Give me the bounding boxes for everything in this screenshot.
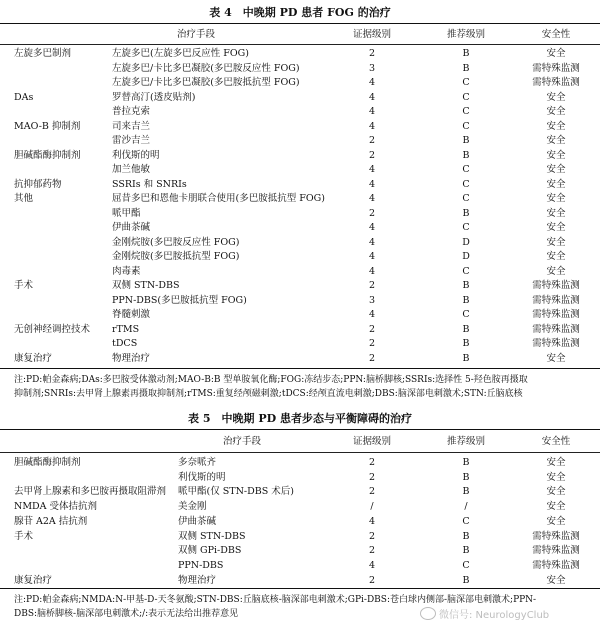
evidence-cell: 4 — [368, 106, 376, 117]
safety-cell: 安全 — [546, 178, 566, 190]
group-cell: 胆碱酯酶抑制剂 — [14, 149, 81, 161]
group-cell: 康复治疗 — [14, 352, 53, 364]
evidence-cell: 2 — [368, 471, 376, 483]
group-cell: 胆碱酯酶抑制剂 — [14, 457, 81, 468]
safety-cell: 安全 — [546, 486, 566, 498]
method-cell: 双侧 GPi-DBS — [178, 545, 242, 557]
method-header: 治疗手段 — [222, 436, 262, 447]
group-cell: 康复治疗 — [14, 574, 53, 586]
grade-cell: B — [462, 574, 470, 586]
evidence-cell: 2 — [368, 280, 376, 291]
method-cell: 普拉克索 — [112, 106, 151, 117]
evidence-cell: 3 — [368, 294, 376, 306]
safety-cell: 安全 — [546, 457, 566, 468]
method-cell: 左旋多巴/卡比多巴凝胶(多巴胺抵抗型 FOG) — [112, 77, 300, 88]
evidence-cell: 4 — [368, 164, 376, 175]
grade-header: 推荐级别 — [446, 436, 486, 447]
safety-cell: 安全 — [546, 207, 566, 219]
method-cell: 伊曲茶碱 — [112, 222, 151, 233]
safety-cell: 安全 — [546, 106, 566, 117]
method-cell: SSRIs 和 SNRIs — [112, 178, 187, 190]
evidence-cell: 4 — [368, 236, 376, 248]
grade-cell: / — [464, 501, 468, 513]
wechat-icon — [420, 607, 436, 620]
table-4-bottom-rule — [0, 368, 600, 369]
method-cell: 屈昔多巴和恩他卡朋联合使用(多巴胺抵抗型 FOG) — [112, 193, 325, 204]
method-cell: 利伐斯的明 — [178, 471, 226, 483]
safety-cell: 安全 — [546, 265, 566, 277]
grade-cell: B — [462, 62, 470, 74]
grade-cell: B — [462, 280, 470, 291]
group-cell: DAs — [14, 91, 34, 103]
table-4-header-rule — [0, 44, 600, 45]
group-cell: 抗抑郁药物 — [14, 178, 62, 190]
grade-cell: B — [462, 135, 470, 146]
grade-cell: C — [462, 309, 470, 320]
evidence-cell: 2 — [368, 207, 376, 219]
method-cell: 左旋多巴/卡比多巴凝胶(多巴胺反应性 FOG) — [112, 62, 300, 74]
grade-cell: B — [462, 48, 470, 59]
table-5-note-line: DBS:脑桥脚核-脑深部电刺激术;/:表示无法给出推荐意见 — [14, 609, 239, 619]
grade-cell: B — [462, 530, 470, 542]
grade-cell: C — [462, 178, 470, 190]
table-5-caption: 表 5 中晚期 PD 患者步态与平衡障碍的治疗 — [188, 412, 412, 425]
grade-cell: B — [462, 207, 470, 219]
safety-cell: 安全 — [546, 193, 566, 204]
method-cell: tDCS — [112, 338, 138, 349]
grade-cell: C — [462, 515, 470, 527]
table-5-top-rule — [0, 429, 600, 430]
watermark — [420, 606, 549, 621]
grade-cell: C — [462, 106, 470, 117]
evidence-cell: 4 — [368, 91, 376, 103]
group-cell: 腺苷 A2A 拮抗剂 — [14, 515, 88, 527]
safety-cell: 需特殊监测 — [532, 280, 580, 291]
grade-cell: D — [462, 236, 470, 248]
evidence-cell: 2 — [368, 574, 376, 586]
method-cell: 加兰他敏 — [112, 164, 151, 175]
evidence-cell: 3 — [368, 62, 376, 74]
evidence-cell: 4 — [368, 77, 376, 88]
evidence-cell: 4 — [368, 515, 376, 527]
safety-cell: 需特殊监测 — [532, 530, 580, 542]
evidence-cell: 4 — [368, 193, 376, 204]
safety-cell: 安全 — [546, 222, 566, 233]
grade-cell: B — [462, 486, 470, 498]
method-cell: PPN-DBS(多巴胺抵抗型 FOG) — [112, 294, 247, 306]
grade-cell: B — [462, 471, 470, 483]
evidence-cell: 2 — [368, 486, 376, 498]
grade-cell: C — [462, 222, 470, 233]
method-cell: 多奈哌齐 — [178, 457, 217, 468]
safety-cell: 安全 — [546, 471, 566, 483]
evidence-header: 证据级别 — [352, 29, 392, 40]
evidence-cell: 2 — [368, 457, 376, 468]
safety-cell: 安全 — [546, 149, 566, 161]
method-cell: 司来吉兰 — [112, 120, 151, 132]
safety-cell: 需特殊监测 — [532, 62, 580, 74]
group-cell: 左旋多巴制剂 — [14, 48, 72, 59]
table-4-caption: 表 4 中晚期 PD 患者 FOG 的治疗 — [209, 6, 391, 19]
evidence-cell: 2 — [368, 48, 376, 59]
evidence-cell: 4 — [368, 178, 376, 190]
evidence-cell: 2 — [368, 530, 376, 542]
group-cell: NMDA 受体拮抗剂 — [14, 501, 98, 513]
method-cell: 脊髓刺激 — [112, 309, 151, 320]
method-cell: 双侧 STN-DBS — [112, 280, 180, 291]
group-cell: 手术 — [14, 280, 34, 291]
safety-cell: 需特殊监测 — [532, 294, 580, 306]
method-cell: rTMS — [112, 323, 140, 335]
evidence-cell: 4 — [368, 120, 376, 132]
safety-cell: 安全 — [546, 251, 566, 262]
grade-cell: B — [462, 352, 470, 364]
table-4-note-line: 注:PD:帕金森病;DAs:多巴胺受体激动剂;MAO-B:B 型单胺氧化酶;FOG:冻结步态;PPN:脑桥脚核;SSRIs:选择性 5-羟色胺再摄取 — [14, 375, 528, 385]
safety-cell: 安全 — [546, 574, 566, 586]
grade-cell: C — [462, 91, 470, 103]
safety-cell: 安全 — [546, 236, 566, 248]
safety-header: 安全性 — [541, 436, 571, 447]
grade-cell: B — [462, 149, 470, 161]
grade-cell: C — [462, 193, 470, 204]
safety-cell: 安全 — [546, 135, 566, 146]
safety-cell: 需特殊监测 — [532, 545, 580, 557]
table-4-top-rule — [0, 23, 600, 24]
evidence-cell: 2 — [368, 338, 376, 349]
grade-cell: C — [462, 77, 470, 88]
method-cell: 物理治疗 — [112, 352, 151, 364]
grade-cell: B — [462, 545, 470, 557]
safety-cell: 安全 — [546, 352, 566, 364]
grade-cell: D — [462, 251, 470, 262]
grade-cell: B — [462, 338, 470, 349]
watermark-text: 微信号: NeurologyClub — [439, 610, 550, 621]
method-cell: 左旋多巴(左旋多巴反应性 FOG) — [112, 48, 249, 59]
group-cell: 其他 — [14, 193, 34, 204]
group-cell: 无创神经调控技术 — [14, 323, 91, 335]
safety-cell: 需特殊监测 — [532, 77, 580, 88]
table-5-note-line: 注:PD:帕金森病;NMDA:N-甲基-D-天冬氨酸;STN-DBS:丘脑底核-脑深部电刺激术;GPi-DBS:苍白球内侧部-脑深部电刺激术;PPN- — [14, 595, 537, 605]
method-cell: 哌甲酯 — [112, 207, 141, 219]
safety-cell: 需特殊监测 — [532, 559, 580, 571]
method-cell: 雷沙吉兰 — [112, 135, 151, 146]
method-cell: PPN-DBS — [178, 559, 224, 571]
safety-cell: 需特殊监测 — [532, 338, 580, 349]
evidence-cell: 4 — [368, 265, 376, 277]
safety-cell: 安全 — [546, 515, 566, 527]
safety-cell: 需特殊监测 — [532, 309, 580, 320]
grade-cell: C — [462, 559, 470, 571]
evidence-header: 证据级别 — [352, 436, 392, 447]
grade-cell: B — [462, 457, 470, 468]
method-cell: 双侧 STN-DBS — [178, 530, 246, 542]
method-cell: 罗替高汀(透皮贴剂) — [112, 91, 196, 103]
safety-cell: 需特殊监测 — [532, 323, 580, 335]
group-cell: MAO-B 抑制剂 — [14, 120, 81, 132]
table-4-note — [14, 373, 594, 401]
evidence-cell: 4 — [368, 559, 376, 571]
method-cell: 物理治疗 — [178, 574, 217, 586]
safety-cell: 安全 — [546, 164, 566, 175]
safety-cell: 安全 — [546, 48, 566, 59]
safety-cell: 安全 — [546, 501, 566, 513]
method-cell: 美金刚 — [178, 501, 207, 513]
grade-cell: B — [462, 294, 470, 306]
safety-header: 安全性 — [541, 29, 571, 40]
grade-cell: C — [462, 265, 470, 277]
table-5-bottom-rule — [0, 588, 600, 589]
table-4-note-line: 抑制剂;SNRIs:去甲肾上腺素再摄取抑制剂;rTMS:重复经颅磁刺激;tDCS:经颅直流电刺激;DBS:脑深部电刺激术;STN:丘脑底核 — [14, 389, 523, 399]
evidence-cell: 2 — [368, 352, 376, 364]
evidence-cell: 2 — [368, 135, 376, 146]
group-cell: 手术 — [14, 530, 34, 542]
evidence-cell: 2 — [368, 545, 376, 557]
evidence-cell: 4 — [368, 309, 376, 320]
safety-cell: 安全 — [546, 91, 566, 103]
method-cell: 肉毒素 — [112, 265, 141, 277]
evidence-cell: 2 — [368, 323, 376, 335]
group-cell: 去甲肾上腺素和多巴胺再摄取阻滞剂 — [14, 486, 167, 498]
safety-cell: 安全 — [546, 120, 566, 132]
grade-header: 推荐级别 — [446, 29, 486, 40]
table-5-header-rule — [0, 452, 600, 453]
method-cell: 金刚烷胺(多巴胺反应性 FOG) — [112, 236, 240, 248]
grade-cell: B — [462, 323, 470, 335]
grade-cell: C — [462, 120, 470, 132]
evidence-cell: / — [370, 501, 374, 513]
method-cell: 哌甲酯(仅 STN-DBS 术后) — [178, 486, 294, 498]
method-header: 治疗手段 — [176, 29, 216, 40]
method-cell: 利伐斯的明 — [112, 149, 160, 161]
evidence-cell: 2 — [368, 149, 376, 161]
evidence-cell: 4 — [368, 251, 376, 262]
grade-cell: C — [462, 164, 470, 175]
method-cell: 伊曲茶碱 — [178, 515, 217, 527]
method-cell: 金刚烷胺(多巴胺抵抗型 FOG) — [112, 251, 240, 262]
evidence-cell: 4 — [368, 222, 376, 233]
